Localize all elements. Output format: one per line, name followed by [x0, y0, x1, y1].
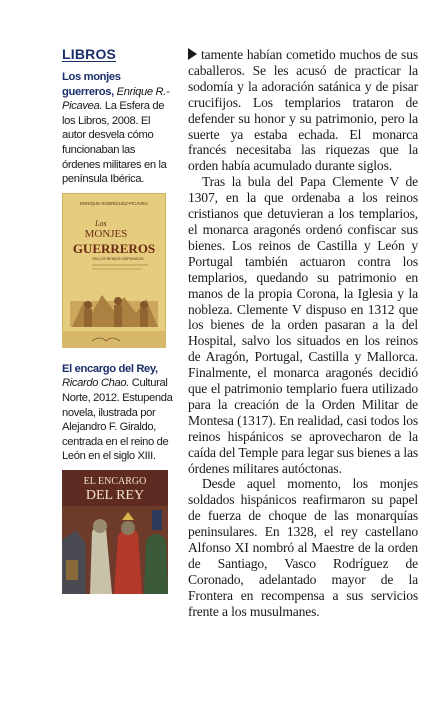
article-paragraph-2: Tras la bula del Papa Clemente V de 1307, en la que ordenaba a los reinos cristianos que detuvieran a los templarios, el monarca aragonés ordenó confiscar sus bienes. Los reinos de Castilla y León y Portugal también actuaron contra los templarios, quedando su patrimonio en manos de la propia Corona, la Iglesia y la nobleza. Clemente V dispuso en 1312 que los bienes de la orden pasaran a la del Hospital, salvo los situados en los reinos de Aragón, Portugal, Castilla y Mallorca. Finalmente, el monarca aragonés decidió que el patrimonio templario fuera utilizado para la creación de la Orden Militar de Montesa (1317). En realidad, casi todos los reinos hispánicos se aprovecharon de la caída del Temple para legar sus bienes a las órdenes militares autóctonas. [188, 174, 418, 476]
cover-title-del-rey: DEL REY [85, 487, 145, 503]
section-title: LIBROS [62, 46, 117, 62]
cover-illustration [62, 506, 168, 594]
book-review-2 [62, 362, 174, 464]
cover-subtitle: EN LOS REINOS HISPÁNICOS [92, 256, 144, 261]
continuation-arrow-icon [188, 48, 197, 60]
book-title-1: Los monjes guerreros, [62, 71, 121, 98]
book-details-1: La Esfera de los Libros, 2008. El autor desvela cómo funcionaban las órdenes militares en la península Ibérica. [62, 100, 167, 186]
cover-title-guerreros: GUERREROS [72, 240, 156, 256]
book-cover-encargo-del-rey [62, 470, 168, 594]
book-review-1 [62, 70, 174, 187]
cover-title-monjes: MONJES [84, 227, 128, 240]
cover-title-encargo: EL ENCARGO [83, 475, 147, 487]
book-details-2: Cultural Norte, 2012. Estupenda novela, ilustrada por Alejandro F. Giraldo, centrada en el reino de León en el siglo XIII. [62, 377, 173, 463]
article-paragraph-1: tamente habían cometido muchos de sus caballeros. Se les acusó de practicar la sodomía y la adoración satánica y de pisar crucifijos. Los templarios trataron de defender su honor y su patrimonio, pero la suerte ya estaba echada. El monarca francés necesitaba las riquezas que la orden había acumulado durante siglos. [188, 47, 418, 174]
book-cover-monjes-guerreros [62, 193, 166, 348]
books-sidebar [62, 46, 174, 608]
book-title-2: El encargo del Rey, [62, 362, 158, 375]
cover-author: ENRIQUE RODRÍGUEZ-PICAVEA [80, 200, 148, 206]
book-author-1: Enrique R.-Picavea. [62, 85, 170, 113]
article-paragraph-3: Desde aquel momento, los monjes soldados hispánicos reafirmaron su papel de fuerza de choque de las monarquías peninsulares. En 1328, el rey castellano Alfonso XI nombró al Maestre de la orden de Santiago, Vasco Rodríguez de Coronado, adelantado mayor de la Frontera en recompensa a sus servicios frente a los musulmanes. [188, 476, 418, 619]
cover-title-los: Los [95, 218, 107, 228]
article-body [188, 47, 418, 620]
book-author-2: Ricardo Chao. [62, 377, 129, 390]
